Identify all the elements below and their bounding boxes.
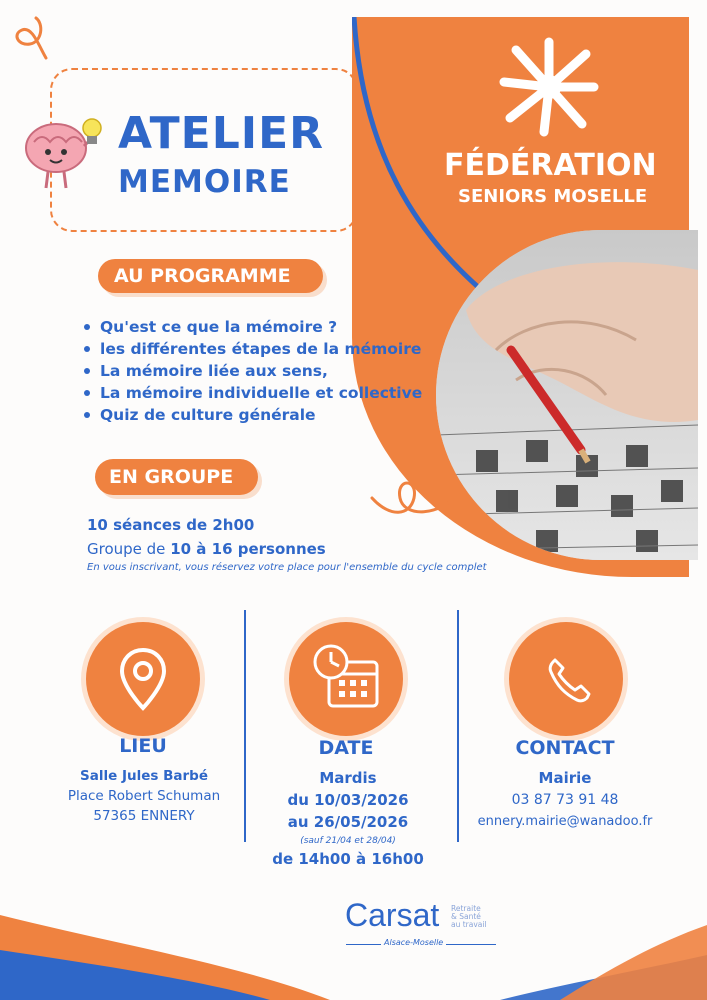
location-pin-icon	[86, 622, 200, 736]
date-from: du 10/03/2026	[287, 791, 409, 809]
venue-name: Salle Jules Barbé	[80, 768, 208, 784]
sessions-text: 10 séances de 2h00	[87, 516, 255, 534]
federation-title: FÉDÉRATION	[444, 148, 657, 183]
list-item: les différentes étapes de la mémoire	[84, 338, 422, 360]
list-item: La mémoire individuelle et collective	[84, 382, 422, 404]
contact-phone[interactable]: 03 87 73 91 48	[511, 792, 619, 808]
venue-city: 57365 ENNERY	[93, 808, 195, 824]
programme-list	[84, 316, 422, 426]
contact-name: Mairie	[538, 769, 592, 787]
date-exception: (sauf 21/04 et 28/04)	[300, 836, 396, 846]
carsat-tagline	[451, 905, 487, 929]
page-title: ATELIER	[118, 108, 325, 159]
list-item: La mémoire liée aux sens,	[84, 360, 422, 382]
phone-icon	[509, 622, 623, 736]
contact-circle	[509, 622, 623, 736]
federation-subtitle: SENIORS MOSELLE	[458, 186, 648, 207]
lieu-details	[44, 766, 244, 826]
groupe-heading-badge	[95, 459, 258, 495]
page-subtitle: MEMOIRE	[118, 164, 291, 200]
groupe-heading: EN GROUPE	[109, 466, 234, 488]
list-item: Quiz de culture générale	[84, 404, 422, 426]
tagline-line: au travail	[451, 920, 487, 929]
group-size-value: 10 à 16 personnes	[170, 540, 326, 558]
date-heading: DATE	[318, 737, 374, 759]
lieu-circle	[86, 622, 200, 736]
light-bulb-icon	[80, 116, 104, 150]
lieu-heading: LIEU	[119, 735, 167, 757]
contact-heading: CONTACT	[515, 737, 615, 759]
tagline-line: Retraite	[451, 904, 481, 913]
loop-decoration-icon	[370, 468, 460, 522]
list-item: Qu'est ce que la mémoire ?	[84, 316, 422, 338]
programme-heading-badge	[98, 259, 323, 293]
date-circle	[289, 622, 403, 736]
group-size-text	[87, 540, 326, 558]
squiggle-decoration-icon	[8, 14, 52, 62]
carsat-logo: Carsat	[345, 897, 440, 933]
date-hours: de 14h00 à 16h00	[272, 850, 424, 868]
column-divider	[244, 610, 246, 842]
contact-email[interactable]: ennery.mairie@wanadoo.fr	[477, 814, 653, 829]
contact-details	[463, 767, 667, 833]
column-divider	[457, 610, 459, 842]
clock-calendar-icon	[289, 622, 403, 736]
sun-logo-icon	[494, 32, 604, 142]
date-day: Mardis	[319, 769, 377, 787]
date-details	[250, 767, 446, 869]
carsat-region: Alsace-Moselle	[381, 938, 446, 947]
venue-street: Place Robert Schuman	[67, 788, 221, 804]
group-size-prefix: Groupe de	[87, 540, 171, 558]
date-to: au 26/05/2026	[287, 813, 409, 831]
programme-heading: AU PROGRAMME	[114, 265, 291, 287]
registration-note: En vous inscrivant, vous réservez votre place pour l'ensemble du cycle complet	[87, 562, 487, 573]
tagline-line: & Santé	[451, 912, 481, 921]
